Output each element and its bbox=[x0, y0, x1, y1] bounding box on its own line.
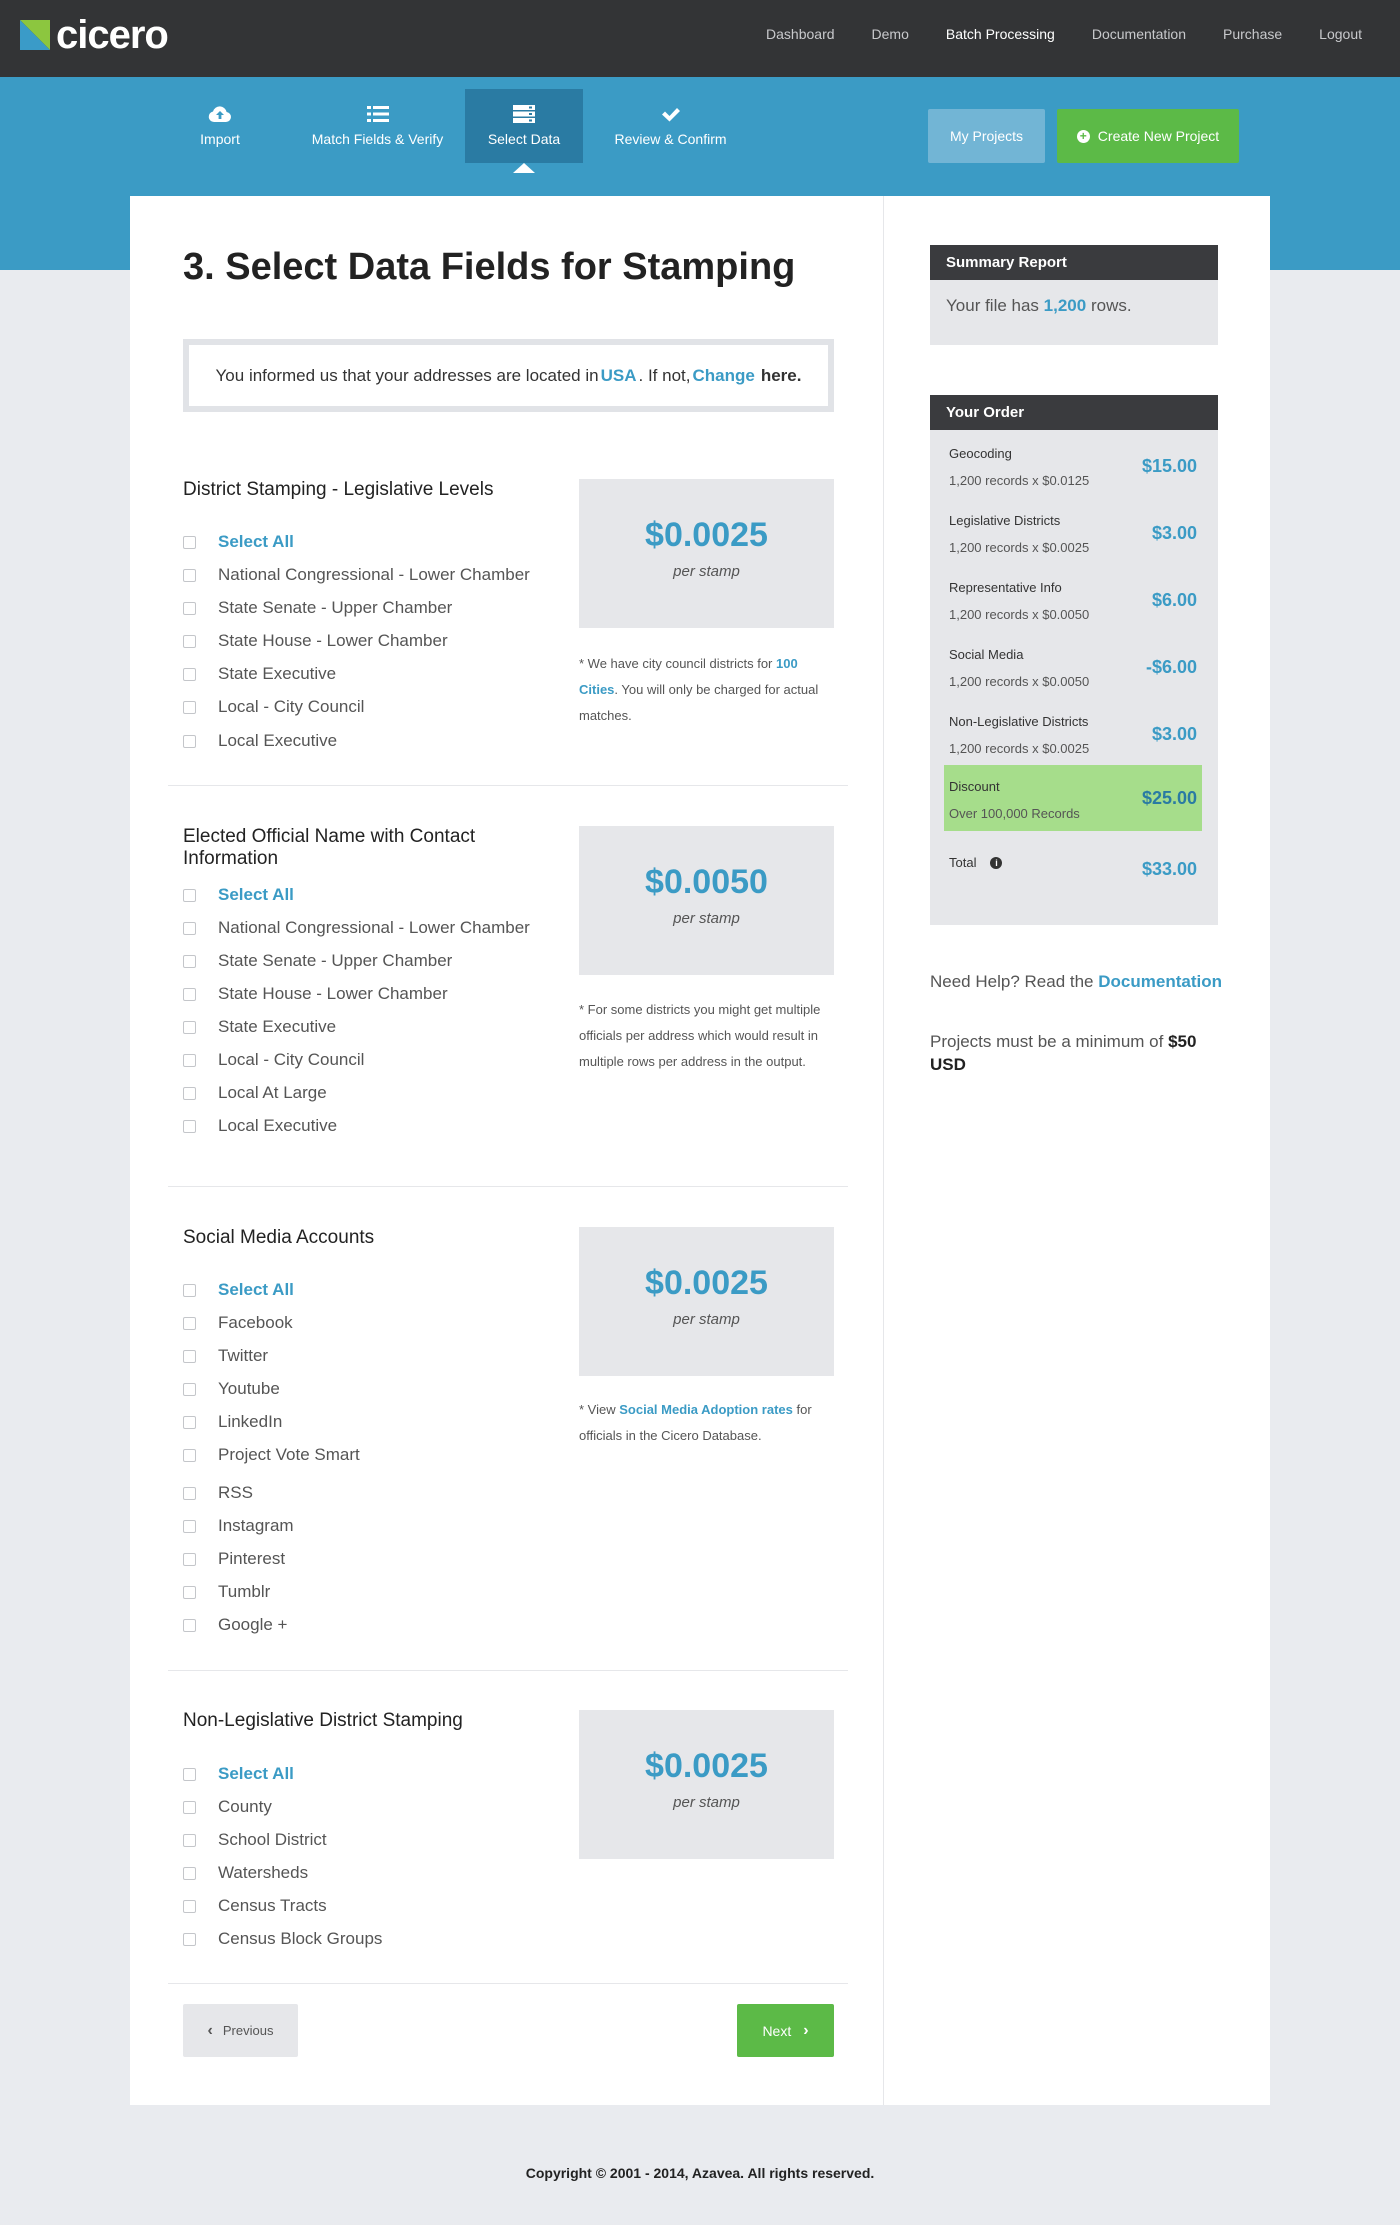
checkbox-option[interactable] bbox=[183, 1830, 327, 1850]
order-item-detail: 1,200 records x $0.0025 bbox=[949, 540, 1090, 555]
order-item-amount: $25.00 bbox=[1141, 788, 1197, 808]
checkbox-option[interactable] bbox=[183, 918, 530, 938]
total-label-wrap bbox=[949, 855, 1002, 870]
minimum-notice bbox=[930, 1030, 1218, 1076]
nav-logout[interactable]: Logout bbox=[1319, 26, 1362, 42]
discount-row bbox=[944, 765, 1202, 831]
order-item-detail: Over 100,000 Records bbox=[949, 806, 1080, 821]
checkbox-label: LinkedIn bbox=[218, 1412, 283, 1431]
chevron-right-icon: › bbox=[803, 2021, 809, 2039]
footer-copyright: Copyright © 2001 - 2014, Azavea. All rights reserved. bbox=[525, 2165, 875, 2181]
checkbox-option[interactable] bbox=[183, 565, 530, 585]
documentation-link[interactable]: Documentation bbox=[1098, 972, 1222, 991]
section-divider bbox=[168, 1983, 848, 1984]
checkbox-option[interactable] bbox=[183, 1582, 270, 1602]
previous-button[interactable] bbox=[183, 2004, 298, 2057]
section-social-media bbox=[183, 1227, 834, 1634]
checkbox-label: Google + bbox=[218, 1615, 288, 1634]
order-item-name: Geocoding bbox=[949, 446, 1012, 461]
checkbox[interactable] bbox=[183, 1586, 196, 1599]
checkbox-label: Select All bbox=[218, 532, 294, 551]
checkbox-option[interactable] bbox=[183, 697, 364, 717]
checkbox-option[interactable] bbox=[183, 1797, 272, 1817]
main-card bbox=[130, 196, 1270, 2105]
order-item-amount: $3.00 bbox=[1151, 523, 1197, 543]
my-projects-button[interactable]: My Projects bbox=[928, 109, 1045, 163]
summary-text-pre: Your file has bbox=[946, 296, 1039, 315]
checkbox-label: Youtube bbox=[218, 1379, 280, 1398]
help-text-pre: Need Help? Read the bbox=[930, 972, 1094, 991]
checkbox[interactable] bbox=[183, 1021, 196, 1034]
price-unit: per stamp bbox=[673, 563, 740, 580]
checkbox-label: National Congressional - Lower Chamber bbox=[218, 918, 530, 937]
previous-label: Previous bbox=[222, 2023, 274, 2038]
top-nav bbox=[729, 26, 1362, 42]
next-label: Next bbox=[762, 2022, 792, 2039]
checkbox[interactable] bbox=[183, 889, 196, 902]
section-non-legislative bbox=[183, 1710, 834, 1948]
checkbox-option[interactable] bbox=[183, 1050, 364, 1070]
checkbox[interactable] bbox=[183, 668, 196, 681]
checkbox[interactable] bbox=[183, 1933, 196, 1946]
logo-text: cicero bbox=[56, 13, 168, 57]
checkbox-label: Select All bbox=[218, 1764, 294, 1783]
summary-text-post: rows. bbox=[1090, 296, 1132, 315]
checkbox-option[interactable] bbox=[183, 1346, 268, 1366]
info-icon[interactable]: i bbox=[990, 857, 1002, 869]
price-box bbox=[579, 826, 834, 975]
nav-demo[interactable]: Demo bbox=[871, 26, 909, 42]
your-order-body bbox=[930, 430, 1218, 925]
price-value: $0.0025 bbox=[645, 1264, 768, 1302]
section-title: Social Media Accounts bbox=[183, 1227, 375, 1248]
checkbox-label: RSS bbox=[218, 1483, 253, 1502]
checkbox-option[interactable] bbox=[183, 1483, 253, 1503]
section-note: * For some districts you might get multiple officials per address which would result in multiple rows per address in the output. bbox=[579, 1002, 821, 1069]
section-title: Elected Official Name with Contact Information bbox=[183, 826, 476, 869]
checkbox-label: State House - Lower Chamber bbox=[218, 984, 448, 1003]
price-unit: per stamp bbox=[673, 1311, 740, 1328]
order-item-amount: -$6.00 bbox=[1145, 657, 1197, 677]
plus-circle-icon: + bbox=[1077, 130, 1090, 143]
select-all-checkbox[interactable] bbox=[183, 1280, 294, 1300]
checkbox-option[interactable] bbox=[183, 1615, 287, 1635]
note-text: for officials in the Cicero Database. bbox=[579, 1402, 812, 1443]
checkbox[interactable] bbox=[183, 1449, 196, 1462]
page-title: 3. Select Data Fields for Stamping bbox=[183, 246, 796, 288]
checkbox-label: County bbox=[218, 1797, 272, 1816]
help-text bbox=[930, 972, 1222, 992]
next-button[interactable] bbox=[737, 2004, 834, 2057]
checkbox-label: Select All bbox=[218, 1280, 294, 1299]
price-box bbox=[579, 1227, 834, 1376]
top-navbar bbox=[0, 0, 1400, 77]
checkbox-option[interactable] bbox=[183, 631, 448, 651]
checkbox-option[interactable] bbox=[183, 598, 452, 618]
checkbox[interactable] bbox=[183, 1416, 196, 1429]
summary-report-header: Summary Report bbox=[930, 245, 1218, 280]
checkbox-label: Census Block Groups bbox=[218, 1929, 383, 1948]
checkbox-label: State Senate - Upper Chamber bbox=[218, 598, 453, 617]
step-import[interactable] bbox=[150, 89, 290, 163]
checkbox[interactable] bbox=[183, 635, 196, 648]
order-item-amount: $6.00 bbox=[1151, 590, 1197, 610]
order-item-amount: $15.00 bbox=[1141, 456, 1197, 476]
checkbox-label: Local At Large bbox=[218, 1083, 327, 1102]
checkbox[interactable] bbox=[183, 1487, 196, 1500]
select-all-checkbox[interactable] bbox=[183, 532, 294, 552]
checkbox-label: Watersheds bbox=[218, 1863, 309, 1882]
note-text: * We have city council districts for bbox=[579, 656, 773, 671]
checkbox-label: Local - City Council bbox=[218, 697, 365, 716]
checkbox[interactable] bbox=[183, 1520, 196, 1533]
checkbox[interactable] bbox=[183, 569, 196, 582]
select-all-checkbox[interactable] bbox=[183, 885, 294, 905]
checkbox[interactable] bbox=[183, 1383, 196, 1396]
section-note bbox=[579, 1397, 834, 1449]
order-row bbox=[944, 430, 1202, 491]
nav-purchase[interactable]: Purchase bbox=[1223, 26, 1283, 42]
checkbox-option[interactable] bbox=[183, 1313, 293, 1333]
checkbox-option[interactable] bbox=[183, 664, 336, 684]
minimum-text: Projects must be a minimum of bbox=[930, 1032, 1164, 1051]
section-divider bbox=[168, 1186, 848, 1187]
order-item-detail: 1,200 records x $0.0125 bbox=[949, 473, 1090, 488]
checkbox-option[interactable] bbox=[183, 1516, 294, 1536]
order-item-name: Legislative Districts bbox=[949, 513, 1061, 528]
checkbox[interactable] bbox=[183, 602, 196, 615]
checkbox-option[interactable] bbox=[183, 984, 448, 1004]
total-row bbox=[944, 832, 1202, 893]
price-unit: per stamp bbox=[673, 910, 740, 927]
section-note bbox=[579, 651, 834, 729]
chevron-left-icon: ‹ bbox=[207, 2021, 213, 2039]
nav-documentation[interactable]: Documentation bbox=[1091, 26, 1187, 42]
checkbox-option[interactable] bbox=[183, 1549, 285, 1569]
checkbox-label: National Congressional - Lower Chamber bbox=[218, 565, 530, 584]
summary-text bbox=[930, 280, 1218, 332]
checkbox-option[interactable] bbox=[183, 1083, 327, 1103]
nav-dashboard[interactable]: Dashboard bbox=[766, 26, 835, 42]
checkbox-label: Select All bbox=[218, 885, 294, 904]
change-country-link[interactable]: Change bbox=[692, 365, 755, 385]
order-row bbox=[944, 497, 1202, 558]
checkbox[interactable] bbox=[183, 988, 196, 1001]
checkbox[interactable] bbox=[183, 1317, 196, 1330]
section-legislative-levels bbox=[183, 479, 834, 750]
order-item-name: Discount bbox=[949, 779, 1000, 794]
column-divider bbox=[883, 196, 884, 2105]
checkbox-label: Local Executive bbox=[218, 731, 338, 750]
checkbox-option[interactable] bbox=[183, 1896, 327, 1916]
checkbox[interactable] bbox=[183, 1054, 196, 1067]
order-item-detail: 1,200 records x $0.0050 bbox=[949, 607, 1090, 622]
checkbox-option[interactable] bbox=[183, 1445, 360, 1465]
notice-text: here. bbox=[760, 365, 802, 385]
price-value: $0.0025 bbox=[645, 516, 768, 554]
step-review-confirm[interactable] bbox=[583, 89, 758, 163]
checkbox[interactable] bbox=[183, 1801, 196, 1814]
price-box bbox=[579, 479, 834, 628]
social-media-adoption-link[interactable]: Social Media Adoption rates bbox=[619, 1402, 793, 1417]
checkbox-label: Facebook bbox=[218, 1313, 293, 1332]
note-text: . You will only be charged for actual matches. bbox=[579, 682, 819, 723]
total-amount: $33.00 bbox=[1141, 859, 1197, 879]
total-label: Total bbox=[949, 855, 977, 870]
checkbox-label: State Senate - Upper Chamber bbox=[218, 951, 453, 970]
checkbox[interactable] bbox=[183, 922, 196, 935]
summary-report-body bbox=[930, 280, 1218, 345]
check-icon bbox=[661, 105, 681, 123]
wizard-steps bbox=[150, 89, 758, 163]
price-unit: per stamp bbox=[673, 1794, 740, 1811]
checkbox-option[interactable] bbox=[183, 1412, 282, 1432]
checkbox-label: Twitter bbox=[218, 1346, 269, 1365]
checkbox-option[interactable] bbox=[183, 951, 452, 971]
checkbox-label: Instagram bbox=[218, 1516, 294, 1535]
checkbox-label: State Executive bbox=[218, 664, 337, 683]
step-label: Select Data bbox=[487, 131, 561, 147]
price-value: $0.0025 bbox=[645, 1747, 768, 1785]
checkbox-option[interactable] bbox=[183, 1863, 308, 1883]
logo-mark-icon bbox=[20, 20, 50, 50]
create-new-project-button[interactable] bbox=[1057, 109, 1239, 163]
checkbox[interactable] bbox=[183, 1284, 196, 1297]
checkbox[interactable] bbox=[183, 1120, 196, 1133]
100-cities-link[interactable]: 100 Cities bbox=[579, 656, 798, 697]
checkbox-option[interactable] bbox=[183, 1929, 382, 1949]
your-order-header: Your Order bbox=[930, 395, 1218, 430]
checkbox[interactable] bbox=[183, 1834, 196, 1847]
checkbox-label: Local - City Council bbox=[218, 1050, 365, 1069]
select-all-checkbox[interactable] bbox=[183, 1764, 294, 1784]
section-title: Non-Legislative District Stamping bbox=[183, 1710, 463, 1731]
checkbox[interactable] bbox=[183, 1867, 196, 1880]
price-box bbox=[579, 1710, 834, 1859]
checkbox[interactable] bbox=[183, 1553, 196, 1566]
order-item-detail: 1,200 records x $0.0025 bbox=[949, 741, 1090, 756]
order-row bbox=[944, 564, 1202, 625]
checkbox-option[interactable] bbox=[183, 1017, 336, 1037]
checkbox-label: Project Vote Smart bbox=[218, 1445, 360, 1464]
order-item-detail: 1,200 records x $0.0050 bbox=[949, 674, 1090, 689]
order-item-name: Representative Info bbox=[949, 580, 1062, 595]
checkbox-label: Pinterest bbox=[218, 1549, 286, 1568]
create-project-label: Create New Project bbox=[1097, 128, 1220, 144]
checkbox[interactable] bbox=[183, 735, 196, 748]
checkbox[interactable] bbox=[183, 1619, 196, 1632]
section-elected-officials bbox=[183, 826, 834, 1135]
order-item-name: Social Media bbox=[949, 647, 1024, 662]
step-label: Review & Confirm bbox=[614, 131, 727, 147]
checkbox-option[interactable] bbox=[183, 731, 337, 751]
row-count: 1,200 bbox=[1043, 296, 1087, 315]
checkbox-label: Tumblr bbox=[218, 1582, 271, 1601]
checkbox-option[interactable] bbox=[183, 1379, 280, 1399]
checkbox[interactable] bbox=[183, 1900, 196, 1913]
notice-text: You informed us that your addresses are located in bbox=[215, 365, 599, 385]
country-link[interactable]: USA bbox=[600, 365, 637, 385]
checkbox-label: State Executive bbox=[218, 1017, 337, 1036]
checkbox[interactable] bbox=[183, 701, 196, 714]
checkbox[interactable] bbox=[183, 955, 196, 968]
checkbox-option[interactable] bbox=[183, 1116, 337, 1136]
note-text: * View bbox=[579, 1402, 616, 1417]
section-title: District Stamping - Legislative Levels bbox=[183, 479, 494, 500]
order-item-name: Non-Legislative Districts bbox=[949, 714, 1089, 729]
section-divider bbox=[168, 1670, 848, 1671]
checkbox[interactable] bbox=[183, 1350, 196, 1363]
checkbox-label: Local Executive bbox=[218, 1116, 338, 1135]
order-row bbox=[944, 698, 1202, 759]
nav-batch-processing[interactable]: Batch Processing bbox=[945, 26, 1055, 42]
checkbox[interactable] bbox=[183, 1087, 196, 1100]
logo[interactable] bbox=[20, 13, 168, 57]
checkbox[interactable] bbox=[183, 536, 196, 549]
minimum-amount: $50 USD bbox=[930, 1032, 1197, 1074]
step-label: Match Fields & Verify bbox=[311, 131, 444, 147]
notice-text: . If not, bbox=[638, 365, 691, 385]
price-value: $0.0050 bbox=[645, 863, 768, 901]
cloud-upload-icon bbox=[208, 105, 232, 123]
step-select-data[interactable] bbox=[465, 89, 583, 163]
checkbox-label: School District bbox=[218, 1830, 327, 1849]
step-match-fields[interactable] bbox=[290, 89, 465, 163]
section-divider bbox=[168, 785, 848, 786]
checkbox[interactable] bbox=[183, 1768, 196, 1781]
list-icon bbox=[367, 105, 389, 123]
server-icon bbox=[513, 105, 535, 123]
checkbox-label: State House - Lower Chamber bbox=[218, 631, 448, 650]
checkbox-label: Census Tracts bbox=[218, 1896, 327, 1915]
order-item-amount: $3.00 bbox=[1151, 724, 1197, 744]
step-label: Import bbox=[200, 131, 240, 147]
country-notice bbox=[183, 339, 834, 412]
order-row bbox=[944, 631, 1202, 692]
